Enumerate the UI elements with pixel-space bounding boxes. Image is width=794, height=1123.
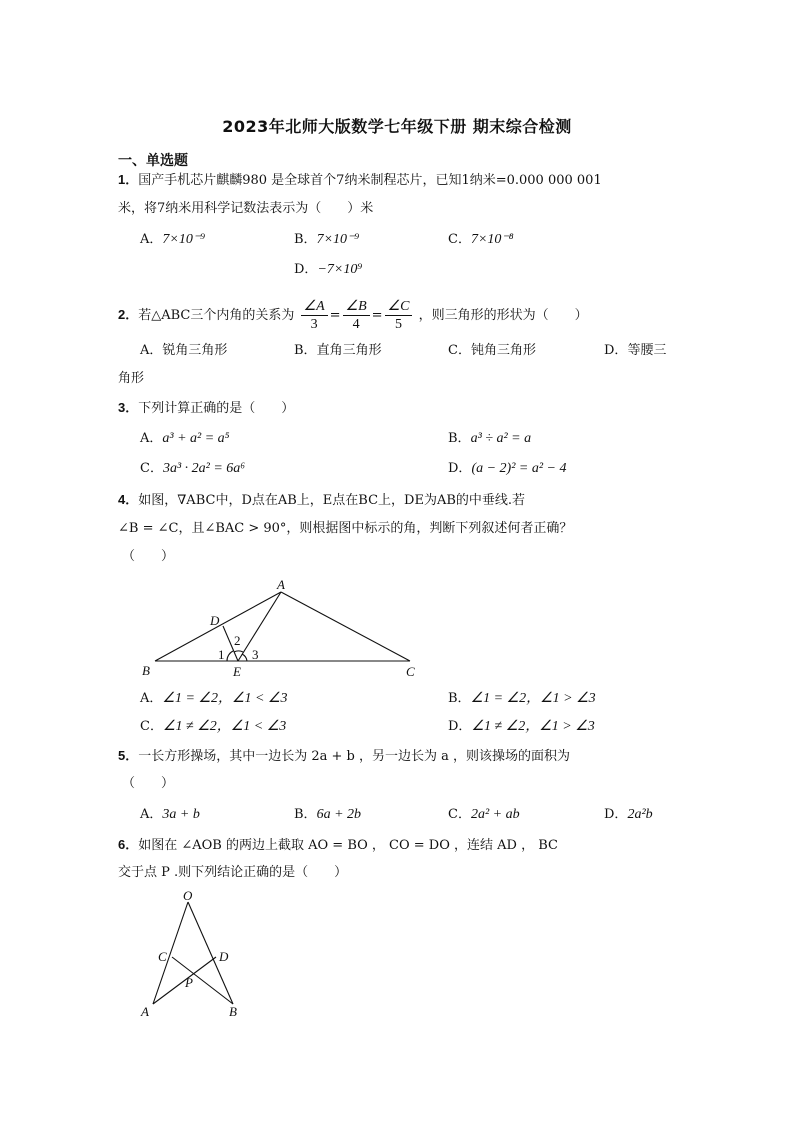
q2-option-c[interactable]: C．钝角三角形	[448, 343, 536, 358]
q6-figure	[135, 890, 255, 1025]
q4-figure	[130, 575, 430, 685]
q1-stem-2: 米，将7纳米用科学记数法表示为（ ）米	[118, 201, 374, 216]
q6-label-p: P	[185, 975, 193, 990]
q6-label-b: B	[229, 1004, 237, 1019]
q4-option-c[interactable]: C．∠1 ≠ ∠2，∠1 < ∠3	[140, 719, 287, 734]
q2-option-a[interactable]: A．锐角三角形	[140, 343, 228, 358]
q4-line2: ∠B = ∠C，且∠BAC > 90°，则根据图中标示的角，判断下列叙述何者正确？	[118, 521, 573, 536]
q2-fraction-c: $\frac{\angle C}{5}$	[385, 298, 413, 333]
q4-segment-ae	[238, 592, 281, 661]
q6-line2: 交于点 P .则下列结论正确的是（ ）	[118, 865, 348, 880]
q4-number: 4．	[118, 492, 139, 507]
q4-segment-ac	[281, 592, 410, 661]
q2-option-b[interactable]: B．直角三角形	[294, 343, 382, 358]
q4-label-angle1: 1	[218, 647, 225, 662]
section-heading: 一、单选题	[118, 153, 188, 169]
q4-line3: （ ）	[122, 549, 175, 564]
q4-label-a: A	[277, 577, 285, 592]
q2-number: 2．	[118, 307, 139, 322]
q5-number: 5．	[118, 748, 139, 763]
q1-number: 1．	[118, 172, 139, 187]
q4-option-b[interactable]: B．∠1 = ∠2，∠1 > ∠3	[448, 691, 596, 706]
q4-label-b: B	[142, 663, 150, 678]
q3-option-b[interactable]: B．a³ ÷ a² = a	[448, 431, 532, 446]
q6-line1: 6．如图在 ∠AOB 的两边上截取 AO = BO ， CO = DO ，连结 AD ， BC	[118, 837, 558, 853]
q6-label-c: C	[158, 949, 167, 964]
q6-segment-bc	[172, 957, 233, 1004]
q1-stem-1: 国产手机芯片麒麟980 是全球首个7纳米制程芯片，已知1纳米=0.000 000 001	[138, 173, 602, 188]
q4-line1: 4．如图，∇ABC中，D点在AB上，E点在BC上，DE为AB的中垂线.若	[118, 492, 526, 508]
q5-option-c[interactable]: C．2a² + ab	[448, 807, 520, 822]
q5-option-a[interactable]: A．3a + b	[140, 807, 200, 822]
q4-label-c: C	[406, 664, 415, 679]
q6-label-a: A	[141, 1004, 149, 1019]
q6-number: 6．	[118, 837, 139, 852]
q3-option-d[interactable]: D．(a − 2)² = a² − 4	[448, 461, 567, 476]
q2-option-d-wrap: 角形	[118, 371, 145, 386]
q4-option-d[interactable]: D．∠1 ≠ ∠2，∠1 > ∠3	[448, 719, 595, 734]
q3-option-c[interactable]: C．3a³ · 2a² = 6a⁶	[140, 461, 246, 476]
q3-number: 3．	[118, 400, 139, 415]
q1-option-a[interactable]: A．7×10⁻⁹	[140, 232, 206, 247]
q5-line1: 5．一长方形操场，其中一边长为 2a + b ，另一边长为 a ，则该操场的面积为	[118, 748, 571, 764]
q4-label-angle3: 3	[252, 647, 259, 662]
q4-angle3-arc	[242, 654, 247, 661]
q6-label-o: O	[183, 890, 193, 903]
q3-stem: 3．下列计算正确的是（ ）	[118, 400, 295, 416]
q5-line2: （ ）	[122, 776, 175, 791]
q4-label-angle2: 2	[234, 633, 241, 648]
q4-option-a[interactable]: A．∠1 = ∠2，∠1 < ∠3	[140, 691, 288, 706]
q3-option-a[interactable]: A．a³ + a² = a⁵	[140, 431, 230, 446]
q2-stem: 2．若△ABC三个内角的关系为 $\frac{\angle A}{3}$ = $\frac{\angle B}{4}$ = $\frac{\angle C}{5}$ ，则三角形的形状为（ ）	[118, 299, 588, 332]
q4-label-d: D	[210, 613, 220, 628]
q2-prefix: 若△ABC三个内角的关系为	[138, 308, 295, 323]
q2-suffix: ，则三角形的形状为（ ）	[418, 308, 588, 323]
q4-label-e: E	[233, 664, 241, 679]
q6-label-d: D	[219, 949, 229, 964]
q2-option-d[interactable]: D．等腰三	[604, 343, 667, 358]
page-title: 2023年北师大版数学七年级下册 期末综合检测	[222, 117, 572, 136]
q4-angle2-arc	[234, 651, 243, 652]
q4-angle1-arc	[227, 651, 233, 661]
q1-option-b[interactable]: B．7×10⁻⁹	[294, 232, 360, 247]
q2-fraction-a: $\frac{\angle A}{3}$	[301, 298, 328, 333]
q5-option-b[interactable]: B．6a + 2b	[294, 807, 362, 822]
q1-option-d[interactable]: D．−7×10⁹	[294, 262, 363, 277]
q1-option-c[interactable]: C．7×10⁻⁸	[448, 232, 514, 247]
q1-line1	[118, 170, 602, 191]
q2-fraction-b: $\frac{\angle B}{4}$	[343, 298, 370, 333]
q5-option-d[interactable]: D．2a²b	[604, 807, 653, 822]
